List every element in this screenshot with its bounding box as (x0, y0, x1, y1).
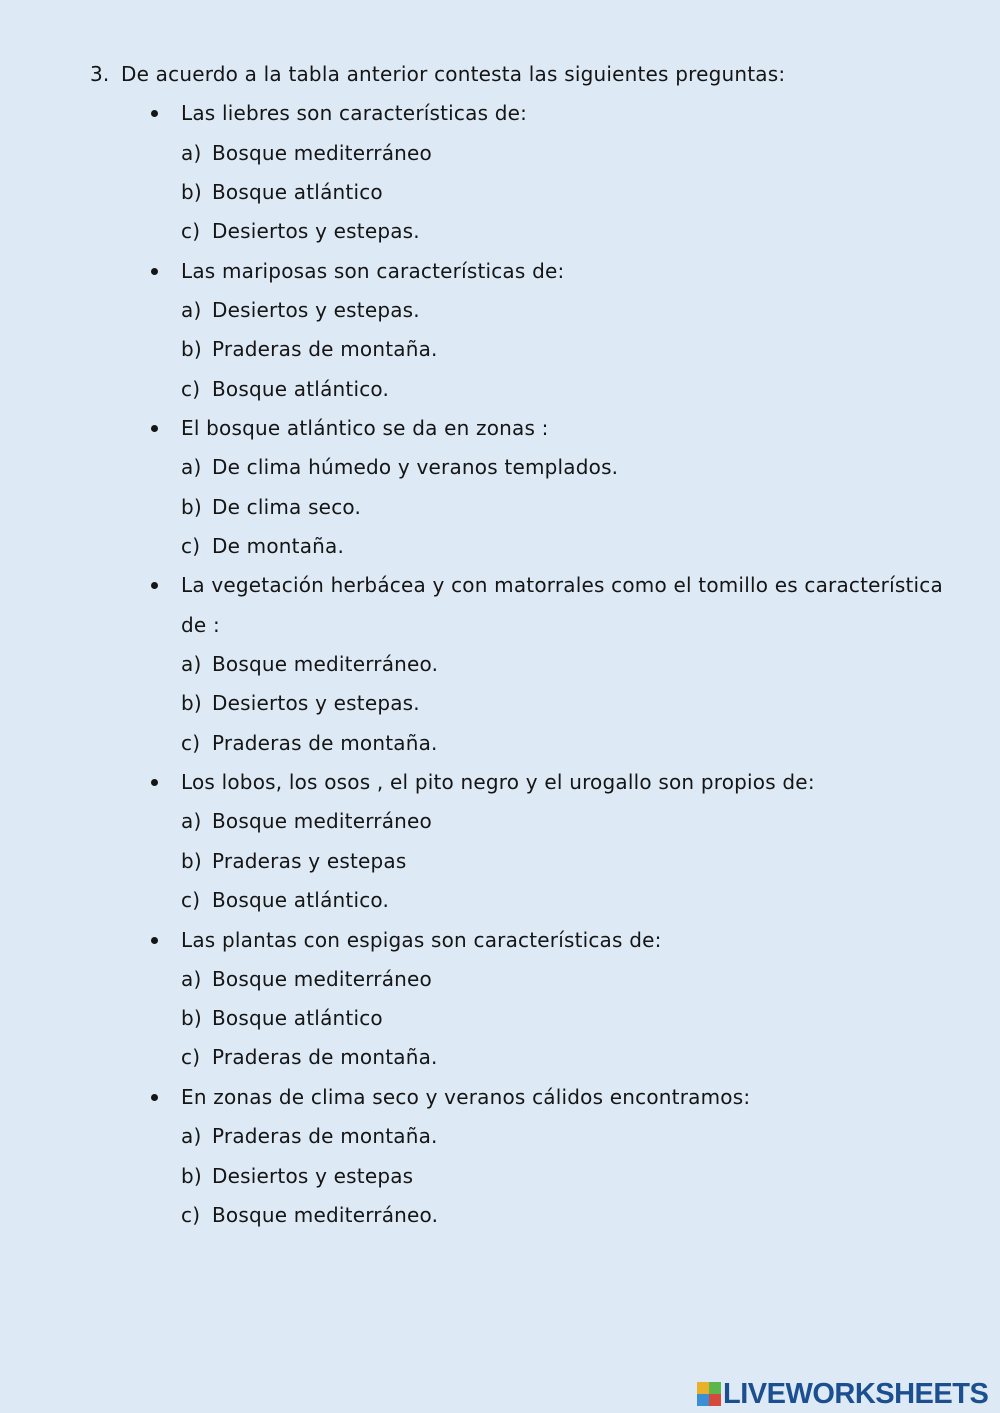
option-text: Bosque atlántico. (212, 888, 390, 912)
question-number: 3. (90, 62, 110, 86)
bullet-icon (151, 110, 158, 117)
option-text: De clima húmedo y veranos templados. (212, 455, 619, 479)
bullet-icon (151, 1094, 158, 1101)
option-text: Bosque mediterráneo (212, 141, 432, 165)
question-text: de : (181, 613, 220, 637)
bullet-icon (151, 582, 158, 589)
option-text: Praderas de montaña. (212, 337, 438, 361)
bullet-icon (151, 268, 158, 275)
option-text: Praderas de montaña. (212, 1124, 438, 1148)
option-letter: a) (181, 809, 202, 833)
option-letter: c) (181, 534, 201, 558)
option-text: Bosque mediterráneo. (212, 652, 439, 676)
option-text: Desiertos y estepas. (212, 298, 420, 322)
bullet-icon (151, 425, 158, 432)
question-text: Las liebres son características de: (181, 101, 528, 125)
option-text: Praderas de montaña. (212, 731, 438, 755)
option-text: Bosque mediterráneo. (212, 1203, 439, 1227)
option-letter: a) (181, 652, 202, 676)
option-letter: b) (181, 495, 202, 519)
question-text: Los lobos, los osos , el pito negro y el urogallo son propios de: (181, 770, 815, 794)
option-letter: a) (181, 967, 202, 991)
question-text: Las mariposas son características de: (181, 259, 565, 283)
option-letter: b) (181, 180, 202, 204)
option-text: Desiertos y estepas. (212, 219, 420, 243)
option-letter: c) (181, 219, 201, 243)
liveworksheets-logo[interactable] (697, 1377, 988, 1411)
option-letter: c) (181, 377, 201, 401)
option-letter: b) (181, 849, 202, 873)
option-letter: c) (181, 1045, 201, 1069)
option-letter: c) (181, 731, 201, 755)
option-letter: b) (181, 1006, 202, 1030)
option-text: Praderas de montaña. (212, 1045, 438, 1069)
option-letter: a) (181, 298, 202, 322)
option-text: Bosque mediterráneo (212, 967, 432, 991)
bullet-icon (151, 937, 158, 944)
bullet-icon (151, 779, 158, 786)
logo-text: LIVEWORKSHEETS (723, 1377, 989, 1410)
option-letter: b) (181, 691, 202, 715)
option-letter: c) (181, 1203, 201, 1227)
question-text: La vegetación herbácea y con matorrales como el tomillo es característica (181, 573, 943, 597)
option-text: Desiertos y estepas. (212, 691, 420, 715)
question-instruction: De acuerdo a la tabla anterior contesta las siguientes preguntas: (121, 62, 786, 86)
option-letter: a) (181, 455, 202, 479)
option-letter: b) (181, 1164, 202, 1188)
option-letter: a) (181, 1124, 202, 1148)
liveworksheets-logo-icon (697, 1382, 721, 1406)
option-letter: b) (181, 337, 202, 361)
question-text: El bosque atlántico se da en zonas : (181, 416, 549, 440)
option-text: Praderas y estepas (212, 849, 407, 873)
question-text: En zonas de clima seco y veranos cálidos encontramos: (181, 1085, 751, 1109)
option-text: Bosque atlántico (212, 1006, 383, 1030)
option-text: Bosque mediterráneo (212, 809, 432, 833)
option-text: De montaña. (212, 534, 345, 558)
option-letter: c) (181, 888, 201, 912)
option-letter: a) (181, 141, 202, 165)
option-text: Desiertos y estepas (212, 1164, 414, 1188)
option-text: Bosque atlántico (212, 180, 383, 204)
option-text: De clima seco. (212, 495, 362, 519)
question-text: Las plantas con espigas son características de: (181, 928, 662, 952)
option-text: Bosque atlántico. (212, 377, 390, 401)
